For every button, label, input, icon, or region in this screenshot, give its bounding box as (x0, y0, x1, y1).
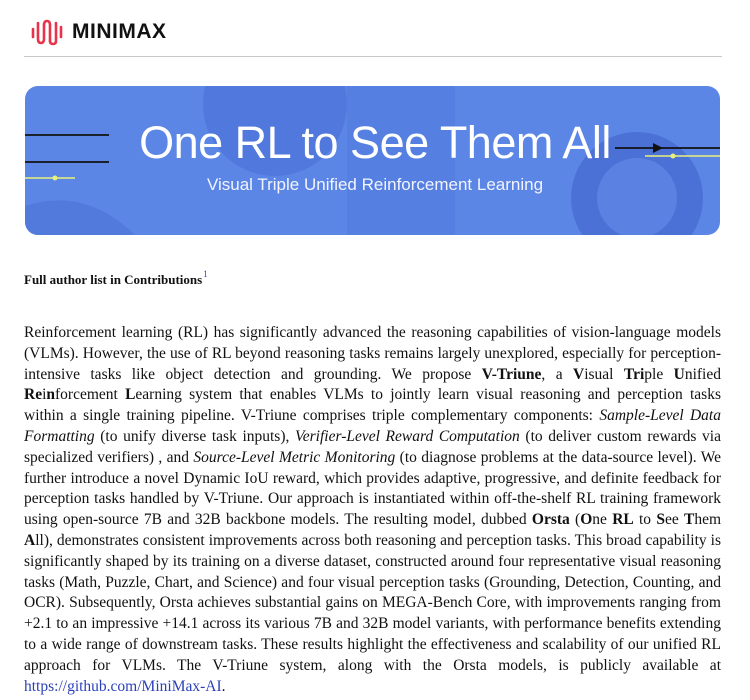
author-list-note (24, 269, 208, 288)
banner-title: One RL to See Them All (139, 117, 611, 168)
brand-name: MINIMAX (72, 20, 167, 43)
github-link[interactable]: https://github.com/MiniMax-AI (24, 677, 222, 695)
minimax-logo (30, 14, 167, 50)
header-divider (24, 56, 722, 57)
author-list-label: Full author list in Contributions (24, 272, 203, 287)
banner-subtitle: Visual Triple Unified Reinforcement Learning (206, 175, 544, 194)
method-name: V-Triune (481, 365, 542, 383)
component-3: Source-Level Metric Monitoring (193, 448, 396, 466)
abstract-paragraph: Reinforcement learning (RL) has significantly advanced the reasoning capabilities of vision-language models (VLMs). However, the use of RL beyond reasoning tasks remains largely unexplored, especially for perception-intensive tasks like object detection and grounding. We propose V-Triune, a Visual Triple Unified Reinforcement Learning system that enables VLMs to jointly learn visual reasoning and perception tasks within a single training pipeline. V-Triune comprises triple complementary components: Sample-Level Data Formatting (to unify diverse task inputs), Verifier-Level Reward Computation (to deliver custom rewards via specialized verifiers) , and Source-Level Metric Monitoring (to diagnose problems at the data-source level). We further introduce a novel Dynamic IoU reward, which provides adaptive, progressive, and definite feedback for perception tasks handled by V-Triune. Our approach is instantiated within off-the-shelf RL training framework using open-source 7B and 32B backbone models. The resulting model, dubbed Orsta (One RL to See Them All), demonstrates consistent improvements across both reasoning and perception tasks. This broad capability is significantly shaped by its training on a diverse dataset, constructed around four representative visual reasoning tasks (Math, Puzzle, Chart, and Science) and four visual perception tasks (Grounding, Detection, Counting, and OCR). Subsequently, Orsta achieves substantial gains on MEGA-Bench Core, with improvements ranging from +2.1 to an impressive +14.1 across its various 7B and 32B model variants, with performance benefits extending to a wide range of downstream tasks. These results highlight the effectiveness and scalability of our unified RL approach for VLMs. The V-Triune system, along with the Orsta models, is publicly available at https://github.com/MiniMax-AI. (24, 324, 722, 695)
component-1: Sample-Level Data Formatting (24, 407, 721, 445)
model-name: Orsta (531, 511, 570, 529)
footnote-marker[interactable]: 1 (203, 269, 208, 279)
waveform-icon (30, 17, 64, 47)
abstract (24, 323, 721, 697)
component-2: Verifier-Level Reward Computation (295, 427, 520, 445)
